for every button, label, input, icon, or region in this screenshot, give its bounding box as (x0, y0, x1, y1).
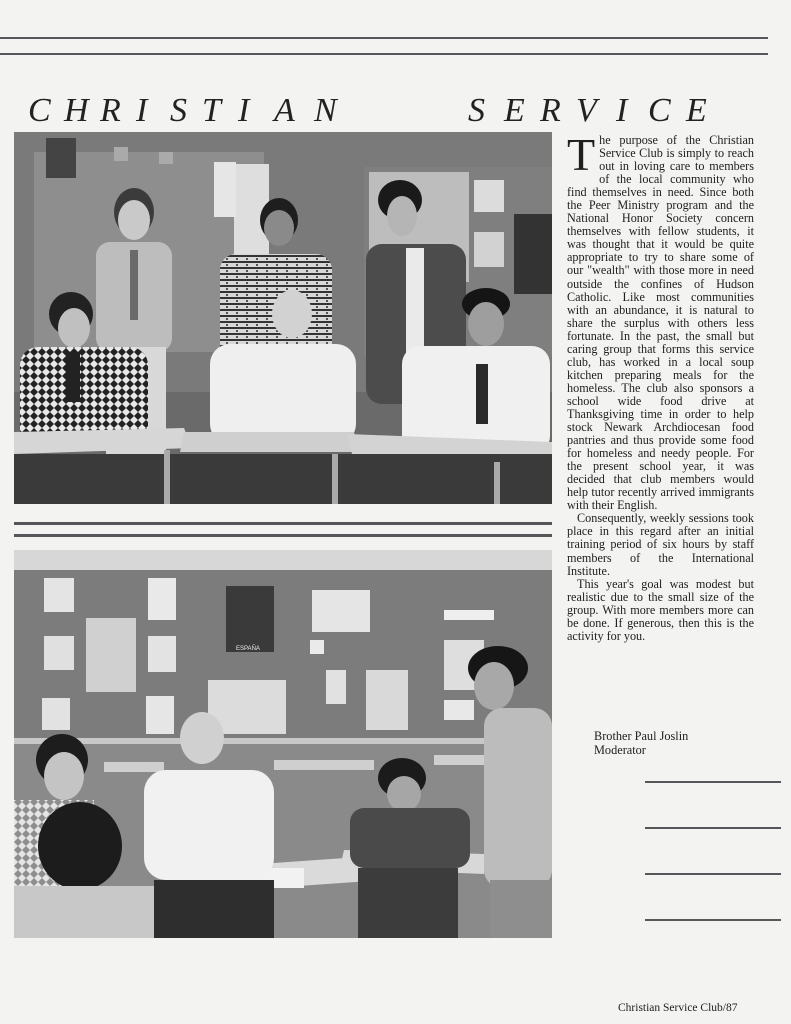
title-letter: E (504, 92, 525, 129)
article-body (567, 129, 754, 643)
title-letter: I (136, 92, 148, 129)
title-letter: E (686, 92, 707, 129)
paragraph-1 (567, 129, 754, 513)
signature-name: Brother Paul Joslin (594, 729, 689, 743)
title-letter: S (170, 92, 187, 129)
side-rule-3 (645, 873, 781, 875)
title-letter: C (28, 92, 51, 129)
title-letter: I (238, 92, 250, 129)
group-photo (14, 132, 552, 504)
title-letter: T (202, 92, 221, 129)
side-rule-4 (645, 919, 781, 921)
paragraph-1-text: he purpose of the Christian Service Club is simply to reach out in loving care to members of the local community who find themselves in need. Since both the Peer Ministry program and the National Honor Society concern themselves with fellow students, it was thought that it would be quite appropriate to try to share some of our "wealth" with those more in need outside the confines of Hudson Catholic. Like most communities with an abundance, it is natural to share the surplus with others less fortunate. In the past, the small but caring group that forms this service club, has worked in a local soup kitchen preparing meals for the homeless. The club also sponsors a school wide food drive at Thanksgiving time in order to help stock Newark Archdiocesan food pantries and thus provide some food for homeless and needy people. For the present school year, it was decided that club members would help tutor recently arrived immigrants with their English. (567, 133, 754, 513)
top-rule-2 (0, 53, 768, 55)
side-rule-2 (645, 827, 781, 829)
title-letter: C (648, 92, 671, 129)
title-letter: V (576, 92, 597, 129)
title-letter: I (616, 92, 628, 129)
title-letter: S (468, 92, 485, 129)
side-rule-1 (645, 781, 781, 783)
paragraph-3: This year's goal was modest but realistic due to the small size of the group. With more members more can be done. If generous, then this is the activity for you. (567, 576, 754, 643)
middle-rule-1 (14, 522, 552, 525)
title-letter: H (64, 92, 89, 129)
middle-rule-2 (14, 534, 552, 537)
paragraph-2: Consequently, weekly sessions took place in this regard after an initial training period of six hours by staff members of the International Institute. (567, 511, 754, 578)
signature-block (594, 729, 688, 757)
title-letter: R (100, 92, 121, 129)
poster-caption: ESPAÑA (236, 646, 260, 652)
title-letter: R (540, 92, 561, 129)
title-letter: A (274, 92, 295, 129)
page-title (28, 92, 758, 132)
page-folio: Christian Service Club/87 (618, 1002, 738, 1014)
drop-cap: T (567, 129, 596, 180)
title-letter: N (314, 92, 337, 129)
tutoring-photo (14, 550, 552, 938)
top-rule-1 (0, 37, 768, 39)
signature-role: Moderator (594, 743, 646, 757)
